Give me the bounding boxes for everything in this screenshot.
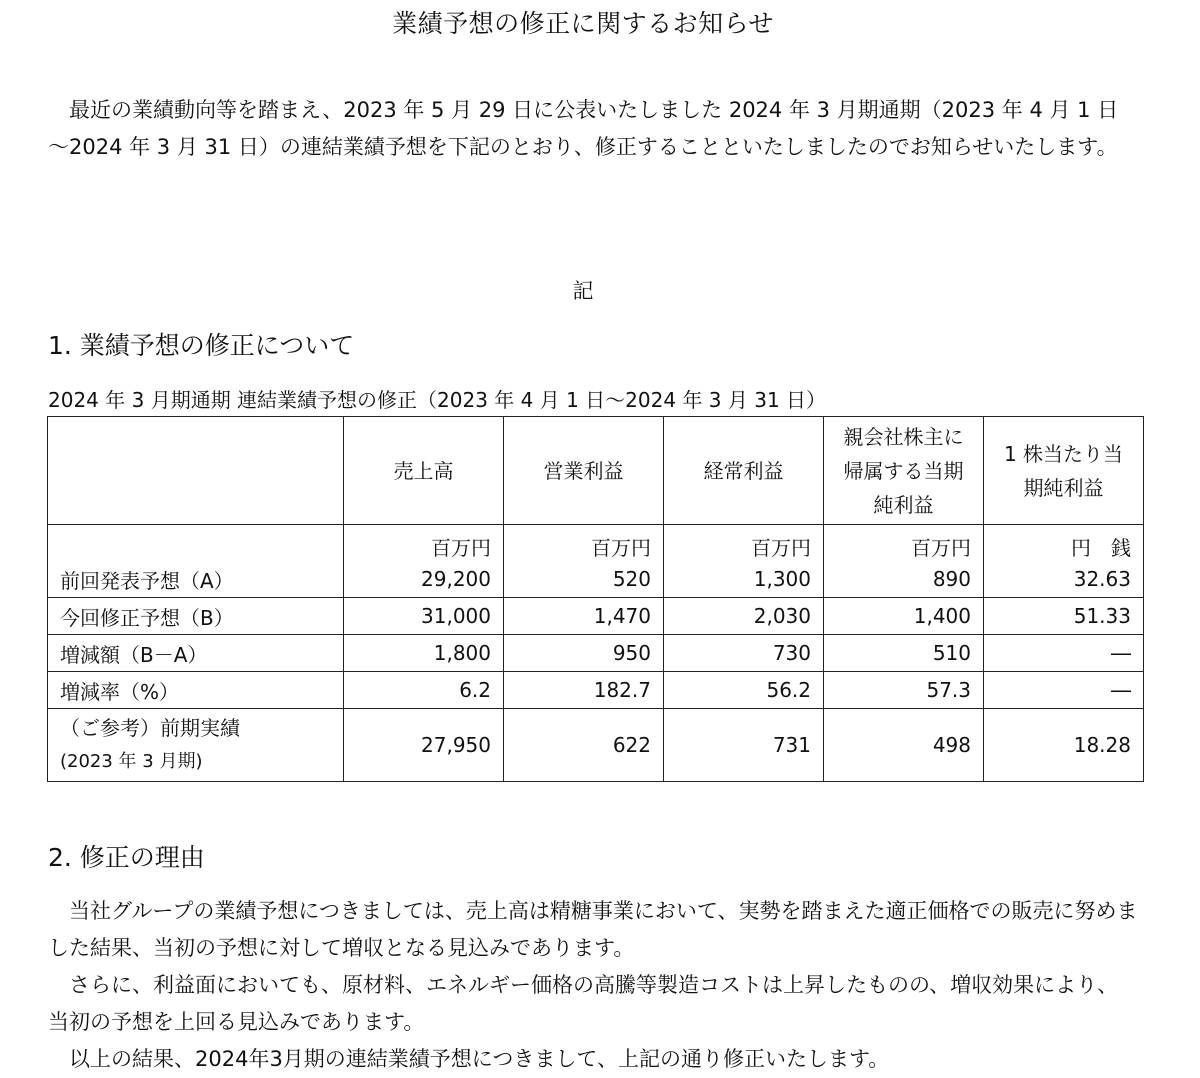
table-cell: 622 bbox=[504, 709, 664, 782]
table-cell: 57.3 bbox=[824, 672, 984, 709]
table-cell: 890 bbox=[824, 561, 984, 598]
table-cell: 498 bbox=[824, 709, 984, 782]
table-cell: 1,300 bbox=[664, 561, 824, 598]
table-cell: 950 bbox=[504, 635, 664, 672]
table-cell: 31,000 bbox=[344, 598, 504, 635]
row-label bbox=[48, 709, 344, 782]
table-cell: 32.63 bbox=[984, 561, 1144, 598]
unit-cell: 円 銭 bbox=[984, 525, 1144, 562]
row-label: 増減率（%） bbox=[48, 672, 344, 709]
reason-paragraph-2: さらに、利益面においても、原材料、エネルギー価格の高騰等製造コストは上昇したものの、増収効果により、当初の予想を上回る見込みであります。 bbox=[48, 973, 1119, 1034]
section1-heading: 1. 業績予想の修正について bbox=[48, 331, 355, 360]
row-label: 今回修正予想（B） bbox=[48, 598, 344, 635]
table-cell: 182.7 bbox=[504, 672, 664, 709]
units-row bbox=[48, 525, 1144, 562]
table-cell: ― bbox=[984, 672, 1144, 709]
header-ordinary-profit: 経常利益 bbox=[664, 417, 824, 525]
forecast-table bbox=[47, 416, 1144, 782]
document-title: 業績予想の修正に関するお知らせ bbox=[392, 9, 774, 38]
table-cell: 1,470 bbox=[504, 598, 664, 635]
intro-paragraph: 最近の業績動向等を踏まえ、2023 年 5 月 29 日に公表いたしました 2024 年 3 月期通期（2023 年 4 月 1 日～2024 年 3 月 31 日）の連結業績予想を下記のとおり、修正することといたしましたのでお知らせいたします。 bbox=[48, 98, 1119, 159]
table-header-row bbox=[48, 417, 1144, 525]
header-net-income: 親会社株主に帰属する当期純利益 bbox=[824, 417, 984, 525]
table-cell: 51.33 bbox=[984, 598, 1144, 635]
table-row-previous-forecast bbox=[48, 561, 1144, 598]
table-cell: 1,800 bbox=[344, 635, 504, 672]
table-cell: 29,200 bbox=[344, 561, 504, 598]
table-cell: 520 bbox=[504, 561, 664, 598]
table-cell: 731 bbox=[664, 709, 824, 782]
unit-cell: 百万円 bbox=[344, 525, 504, 562]
table-cell: 27,950 bbox=[344, 709, 504, 782]
table-cell: 2,030 bbox=[664, 598, 824, 635]
table-cell: 56.2 bbox=[664, 672, 824, 709]
table-cell: 730 bbox=[664, 635, 824, 672]
header-eps: 1 株当たり当期純利益 bbox=[984, 417, 1144, 525]
row-label: 前回発表予想（A） bbox=[48, 561, 344, 598]
header-blank bbox=[48, 417, 344, 525]
header-operating-profit: 営業利益 bbox=[504, 417, 664, 525]
row-label-line2: (2023 年 3 月期) bbox=[60, 751, 203, 772]
table-cell: 510 bbox=[824, 635, 984, 672]
table-caption: 2024 年 3 月期通期 連結業績予想の修正（2023 年 4 月 1 日～2024 年 3 月 31 日） bbox=[48, 388, 827, 412]
reason-paragraph-3: 以上の結果、2024年3月期の連結業績予想につきまして、上記の通り修正いたします。 bbox=[48, 1047, 890, 1071]
table-cell: ― bbox=[984, 635, 1144, 672]
units-label-blank bbox=[48, 525, 344, 562]
table-row-prior-year-actual bbox=[48, 709, 1144, 782]
table-row-revised-forecast bbox=[48, 598, 1144, 635]
row-label-line1: （ご参考）前期実績 bbox=[60, 716, 240, 740]
section2-heading: 2. 修正の理由 bbox=[48, 843, 205, 872]
table-cell: 6.2 bbox=[344, 672, 504, 709]
table-row-change-amount bbox=[48, 635, 1144, 672]
unit-cell: 百万円 bbox=[664, 525, 824, 562]
table-row-change-rate bbox=[48, 672, 1144, 709]
header-sales: 売上高 bbox=[344, 417, 504, 525]
ki-marker: 記 bbox=[572, 279, 594, 303]
unit-cell: 百万円 bbox=[824, 525, 984, 562]
row-label: 増減額（B－A） bbox=[48, 635, 344, 672]
reason-paragraph-1: 当社グループの業績予想につきましては、売上高は精糖事業において、実勢を踏まえた適正価格での販売に努めました結果、当初の予想に対して増収となる見込みであります。 bbox=[48, 899, 1138, 960]
table-cell: 18.28 bbox=[984, 709, 1144, 782]
table-cell: 1,400 bbox=[824, 598, 984, 635]
unit-cell: 百万円 bbox=[504, 525, 664, 562]
